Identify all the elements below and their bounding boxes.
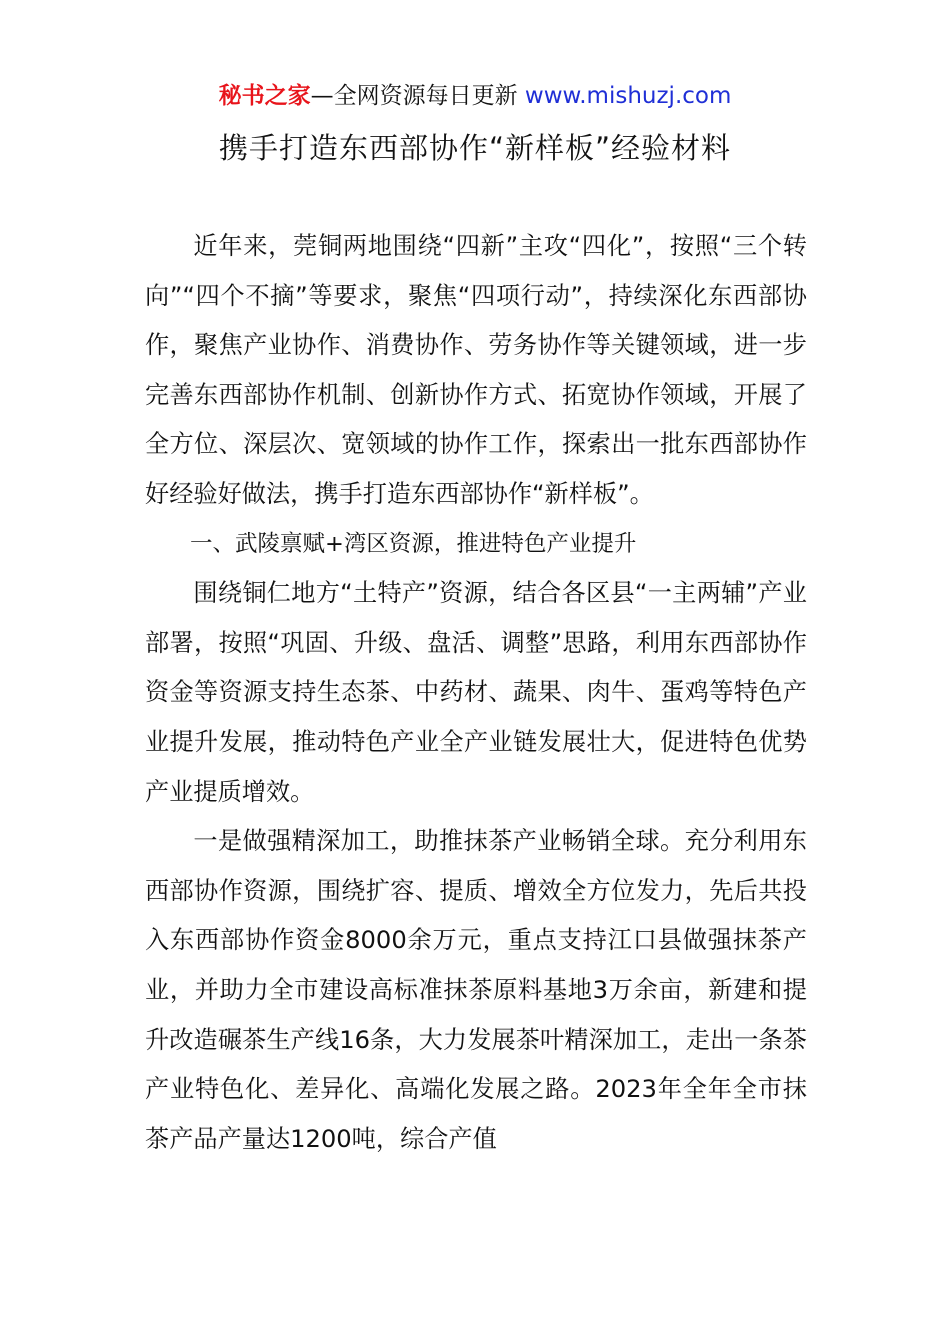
- paragraph-point-one: 一是做强精深加工，助推抹茶产业畅销全球。充分利用东西部协作资源，围绕扩容、提质、增效全方位发力，先后共投入东西部协作资金8000余万元，重点支持江口县做强抹茶产业，并助力全市建设高标准抹茶原料基地3万余亩，新建和提升改造碾茶生产线16条，大力发展茶叶精深加工，走出一条茶产业特色化、差异化、高端化发展之路。2023年全年全市抹茶产品产量达1200吨，综合产值: [145, 827, 807, 1153]
- site-slogan: —全网资源每日更新: [310, 83, 525, 109]
- paragraph-intro: 近年来，莞铜两地围绕“四新”主攻“四化”，按照“三个转向”“四个不摘”等要求，聚焦“四项行动”，持续深化东西部协作，聚焦产业协作、消费协作、劳务协作等关键领域，进一步完善东西部协作机制、创新协作方式、拓宽协作领域，开展了全方位、深层次、宽领域的协作工作，探索出一批东西部协作好经验好做法，携手打造东西部协作“新样板”。: [145, 232, 807, 508]
- site-brand: 秘书之家: [218, 83, 311, 109]
- site-url-link[interactable]: www.mishuzj.com: [524, 83, 732, 109]
- site-header: [0, 80, 950, 112]
- document-body: [145, 222, 807, 1164]
- paragraph-section-intro: 围绕铜仁地方“土特产”资源，结合各区县“一主两辅”产业部署，按照“巩固、升级、盘活、调整”思路，利用东西部协作资金等资源支持生态茶、中药材、蔬果、肉牛、蛋鸡等特色产业提升发展，推动特色产业全产业链发展壮大，促进特色优势产业提质增效。: [145, 579, 807, 806]
- document-title: 携手打造东西部协作“新样板”经验材料: [218, 131, 732, 165]
- section-heading: 一、武陵禀赋+湾区资源，推进特色产业提升: [190, 530, 637, 557]
